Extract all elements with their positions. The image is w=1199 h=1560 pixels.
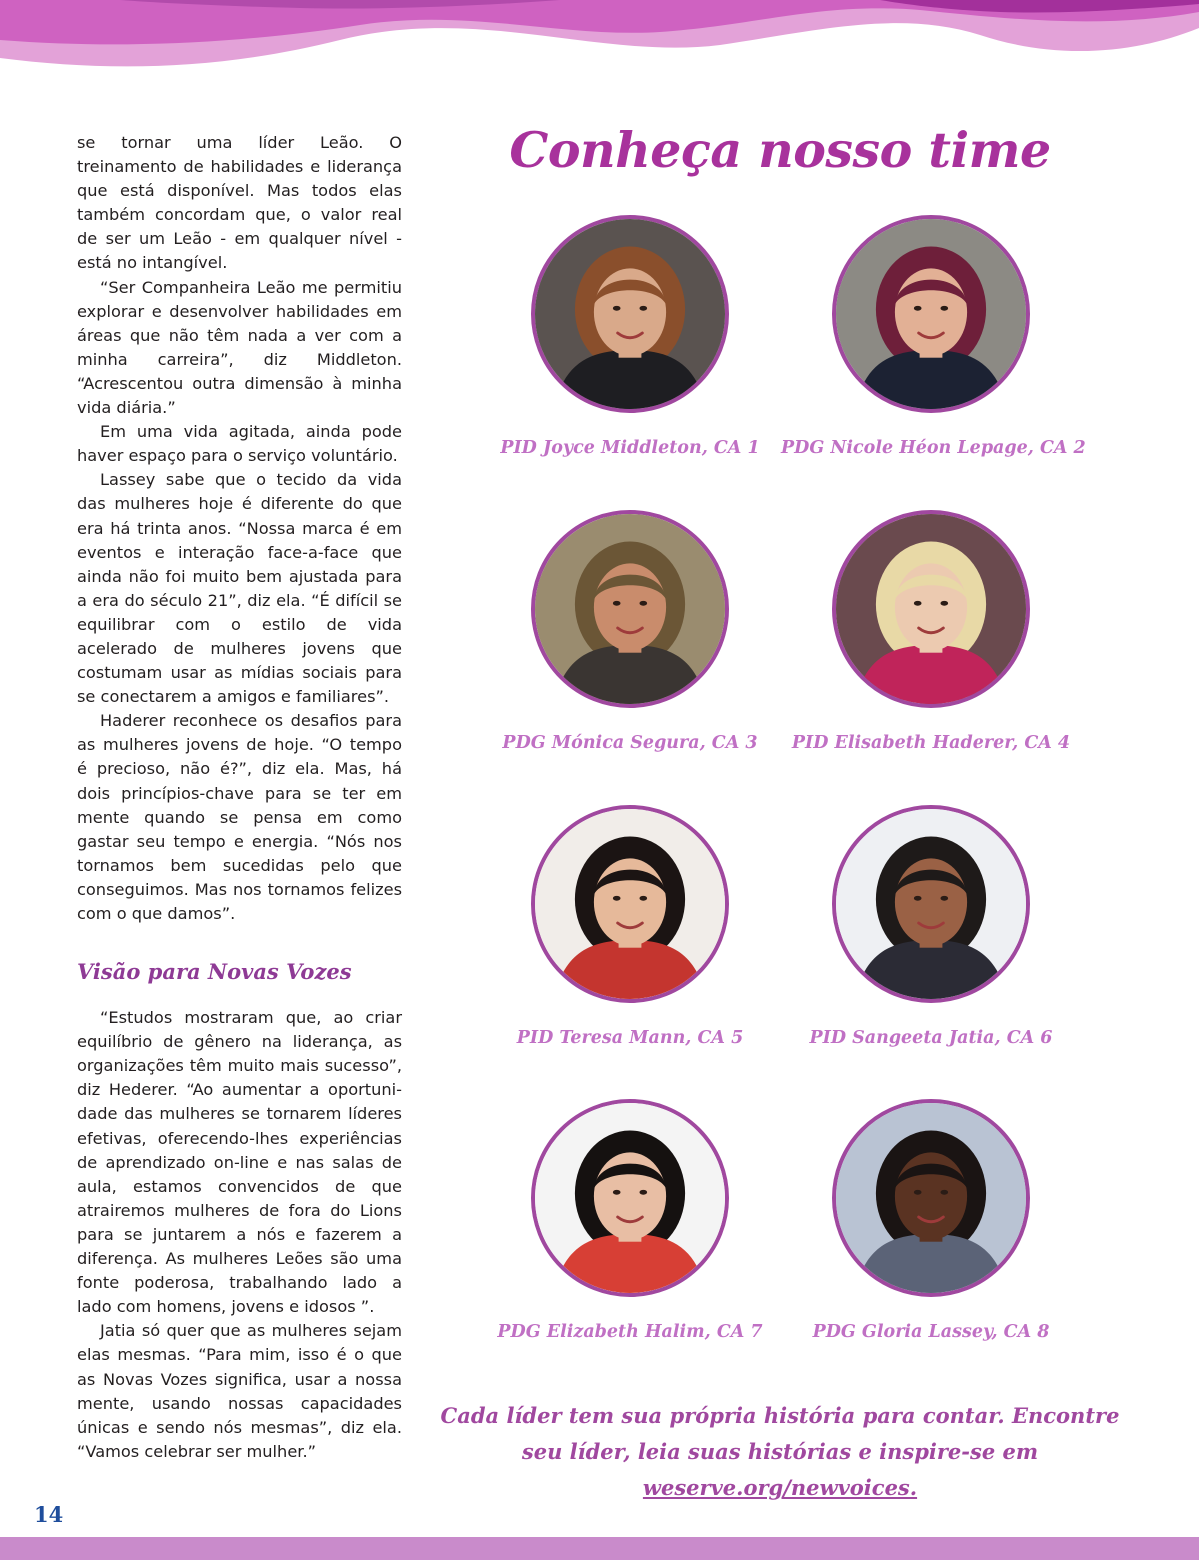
article-paragraph: Haderer reconhece os desafios para as mulheres jovens de hoje. “O tempo é precioso, não é?”, diz ela. Mas, há dois princípios-chave para se ter em mente quando se pensa em como gastar seu tempo e energia. “Nós nos tornamos bem sucedidas pelo que conseguimos. Mas nos tornamos felizes com o que damos”. — [77, 711, 402, 923]
callout-text — [440, 1398, 1120, 1506]
member-name-caption: PID Teresa Mann, CA 5 — [516, 1028, 744, 1048]
newvoices-link[interactable]: weserve.org/newvoices. — [642, 1475, 918, 1500]
team-member-card — [781, 1099, 1081, 1345]
member-portrait-photo — [531, 1099, 729, 1297]
team-member-card — [480, 805, 780, 1051]
team-member-card — [480, 510, 780, 756]
member-name-caption: PDG Elizabeth Halim, CA 7 — [497, 1322, 763, 1342]
member-portrait-photo — [531, 510, 729, 708]
article-paragraph: Em uma vida agitada, ainda pode haver espaço para o serviço voluntário. — [77, 422, 402, 466]
article-paragraph: “Ser Companheira Leão me permitiu explorar e desenvolver habilidades em áreas que não têm nada a ver com a minha carreira”, diz Middleton. “Acrescentou outra dimensão à minha vida diária.” — [77, 277, 402, 418]
member-portrait-photo — [832, 215, 1030, 413]
team-title: Conheça nosso time — [509, 121, 1051, 179]
article-paragraph: Lassey sabe que o tecido da vida das mulheres hoje é diferente do que era há trinta anos. “Nossa marca é em eventos e interação face-a-face que ainda não foi muito bem ajustada para a era do século 21”, diz ela. “É difícil se equilibrar com o estilo de vida acelerado de mulheres jovens que costumam usar as mídias sociais para se conectarem a amigos e familiares”. — [77, 470, 402, 707]
team-member-card — [781, 805, 1081, 1051]
article-text-column — [77, 131, 402, 1464]
member-name-caption: PID Elisabeth Haderer, CA 4 — [791, 733, 1071, 753]
top-wave-decoration — [0, 0, 1199, 110]
member-name-caption: PID Joyce Middleton, CA 1 — [500, 438, 760, 458]
member-name-caption: PDG Gloria Lassey, CA 8 — [812, 1322, 1050, 1342]
member-name-caption: PID Sangeeta Jatia, CA 6 — [809, 1028, 1053, 1048]
callout-body: Cada líder tem sua própria história para contar. Encontre seu líder, leia suas histórias e inspire-se em — [440, 1403, 1120, 1464]
page-number: 14 — [34, 1502, 64, 1527]
member-portrait-photo — [531, 805, 729, 1003]
team-member-card — [781, 215, 1086, 461]
member-name-caption: PDG Nicole Héon Lepage, CA 2 — [781, 438, 1086, 458]
article-paragraph: Jatia só quer que as mulheres sejam elas mesmas. “Para mim, isso é o que as Novas Vozes significa, usar a nossa mente, usando nossas capacidades únicas e sendo nós mesmas”, diz ela. “Vamos celebrar ser mulher.” — [77, 1321, 402, 1461]
bottom-band — [0, 1537, 1199, 1560]
section-subheading: Visão para Novas Vozes — [77, 959, 352, 985]
member-portrait-photo — [832, 805, 1030, 1003]
member-portrait-photo — [531, 215, 729, 413]
team-member-card — [480, 215, 780, 461]
member-portrait-photo — [832, 510, 1030, 708]
member-name-caption: PDG Mónica Segura, CA 3 — [502, 733, 758, 753]
article-paragraph: “Estudos mostraram que, ao criar equilíbrio de gênero na liderança, as organizações têm muito mais sucesso”, diz Hederer. “Ao aumentar a oportunidade das mulheres se tornarem líderes efetivas, oferecendo-lhes experiências de aprendizado on-line e nas salas de aula, estamos convencidos de que atrairemos mulheres de fora do Lions para se juntarem a nós e fazerem a diferença. As mulheres Leões são uma fonte poderosa, trabalhando lado a lado com homens, jovens e idosos ”. — [77, 1008, 402, 1317]
member-portrait-photo — [832, 1099, 1030, 1297]
team-member-card — [480, 1099, 780, 1345]
team-member-card — [781, 510, 1081, 756]
article-paragraph: se tornar uma líder Leão. O treinamento de habilidades e liderança que está disponível. Mas todos elas também concordam que, o valor real de ser um Leão - em qualquer nível - está no intangível. — [77, 133, 402, 273]
